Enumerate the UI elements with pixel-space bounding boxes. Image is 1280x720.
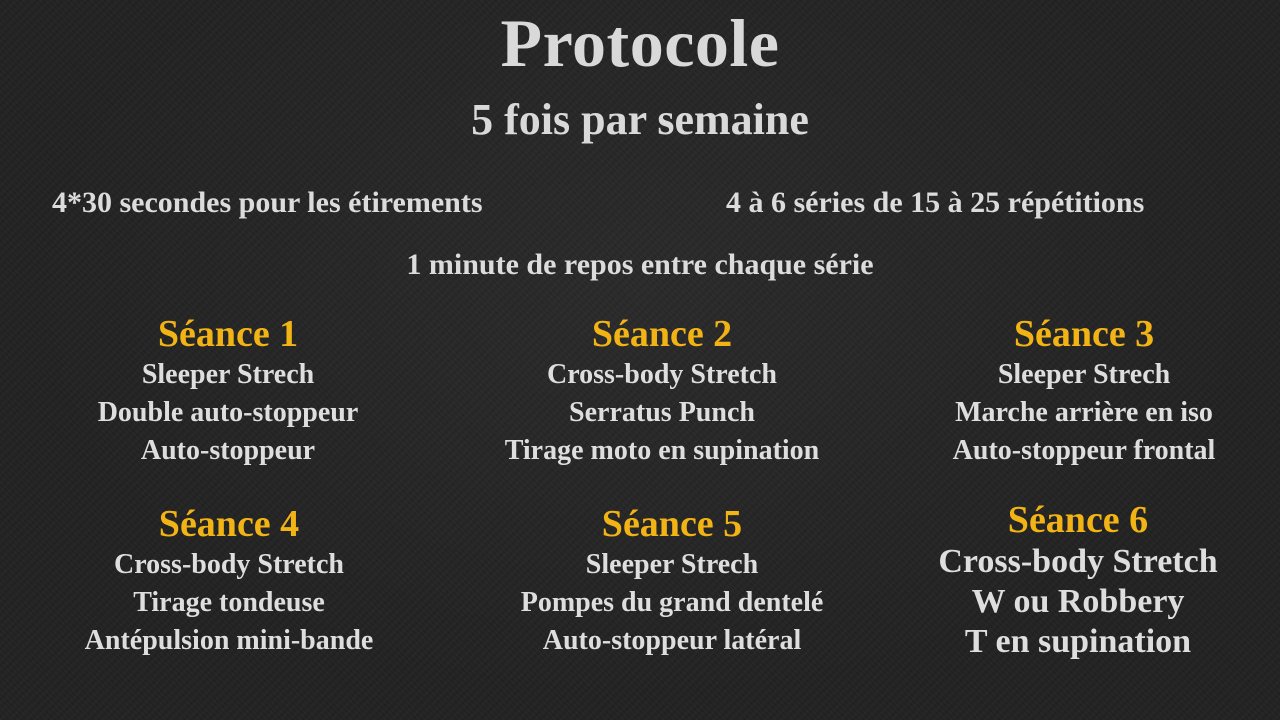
session-6-block — [938, 498, 1217, 662]
series-reps-text: 4 à 6 séries de 15 à 25 répétitions — [726, 186, 1145, 219]
session-3-exercise-1: Sleeper Strech — [997, 359, 1171, 390]
session-1-exercise-2: Double auto-stoppeur — [97, 397, 359, 428]
session-1-exercise-1: Sleeper Strech — [141, 359, 315, 390]
session-2-exercise-1: Cross-body Stretch — [547, 359, 777, 390]
session-2-block — [505, 312, 820, 470]
session-2-exercise-3: Tirage moto en supination — [504, 435, 820, 466]
session-6-title: Séance 6 — [1007, 499, 1149, 541]
session-1-exercise-3: Auto-stoppeur — [140, 435, 316, 466]
stretch-duration-text: 4*30 secondes pour les étirements — [52, 186, 483, 219]
session-6-exercise-1: Cross-body Stretch — [938, 543, 1218, 580]
slide-subtitle: 5 fois par semaine — [471, 95, 809, 144]
session-5-title: Séance 5 — [601, 503, 743, 545]
session-6-exercise-2: W ou Robbery — [971, 583, 1185, 620]
session-1-title: Séance 1 — [157, 313, 299, 355]
session-4-block — [85, 502, 374, 660]
session-6-exercise-3: T en supination — [964, 623, 1192, 660]
slide-title: Protocole — [500, 5, 780, 81]
rest-time-text: 1 minute de repos entre chaque série — [406, 248, 874, 281]
session-2-title: Séance 2 — [591, 313, 733, 355]
session-2-exercise-2: Serratus Punch — [569, 397, 755, 428]
session-4-title: Séance 4 — [158, 503, 300, 545]
session-4-exercise-2: Tirage tondeuse — [133, 587, 325, 618]
session-3-title: Séance 3 — [1013, 313, 1155, 355]
session-5-exercise-3: Auto-stoppeur latéral — [542, 625, 802, 656]
session-3-exercise-3: Auto-stoppeur frontal — [952, 435, 1216, 466]
session-3-exercise-2: Marche arrière en iso — [955, 397, 1213, 428]
session-4-exercise-3: Antépulsion mini-bande — [84, 625, 374, 656]
session-5-block — [521, 502, 824, 660]
session-5-exercise-1: Sleeper Strech — [585, 549, 759, 580]
session-4-exercise-1: Cross-body Stretch — [114, 549, 344, 580]
session-5-exercise-2: Pompes du grand dentelé — [520, 587, 824, 618]
session-3-block — [953, 312, 1216, 470]
session-1-block — [98, 312, 359, 470]
